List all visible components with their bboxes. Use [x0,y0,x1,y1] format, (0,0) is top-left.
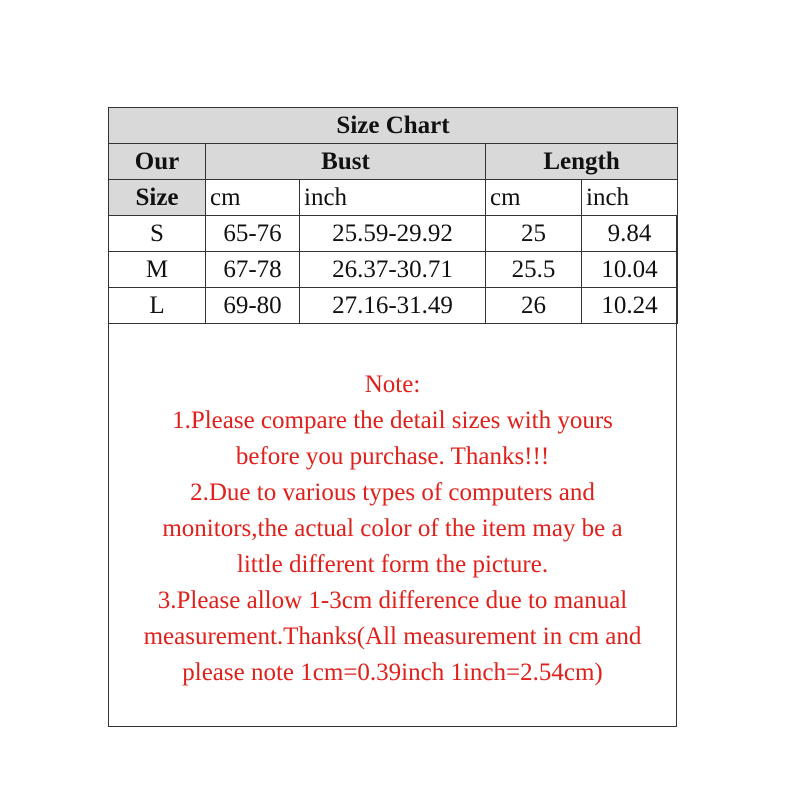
bust-cm-cell: 65-76 [206,216,300,252]
note-line: monitors,the actual color of the item may be a [162,515,623,542]
table-row [109,216,678,252]
bust-cm-cell: 69-80 [206,288,300,324]
note-block [109,367,676,691]
table-row [109,288,678,324]
length-cm-cell: 26 [486,288,582,324]
size-cell: S [109,216,206,252]
bust-inch-cell: 26.37-30.71 [300,252,486,288]
group-header-row [109,144,678,180]
our-size-header-top: Our [109,144,206,180]
length-inch-unit: inch [582,180,678,216]
length-inch-cell: 10.04 [582,252,678,288]
table-row [109,252,678,288]
note-line: before you purchase. Thanks!!! [235,443,550,470]
bust-inch-cell: 25.59-29.92 [300,216,486,252]
bust-inch-unit: inch [300,180,486,216]
size-chart-table [108,107,678,324]
bust-cm-unit: cm [206,180,300,216]
note-line: little different form the picture. [236,551,549,578]
our-size-header-bottom: Size [109,180,206,216]
note-line: measurement.Thanks(All measurement in cm and [143,623,642,650]
title-row [109,108,678,144]
chart-title: Size Chart [109,108,678,144]
size-cell: M [109,252,206,288]
note-line: 2.Due to various types of computers and [190,479,595,506]
unit-header-row [109,180,678,216]
bust-header: Bust [206,144,486,180]
bust-inch-cell: 27.16-31.49 [300,288,486,324]
note-line: 3.Please allow 1-3cm difference due to manual [157,587,628,614]
note-line: please note 1cm=0.39inch 1inch=2.54cm) [182,659,603,686]
note-heading: Note: [364,371,421,398]
size-cell: L [109,288,206,324]
note-line: 1.Please compare the detail sizes with yours [172,407,613,434]
bust-cm-cell: 67-78 [206,252,300,288]
length-cm-cell: 25.5 [486,252,582,288]
length-cm-cell: 25 [486,216,582,252]
length-header: Length [486,144,678,180]
length-cm-unit: cm [486,180,582,216]
length-inch-cell: 9.84 [582,216,678,252]
length-inch-cell: 10.24 [582,288,678,324]
